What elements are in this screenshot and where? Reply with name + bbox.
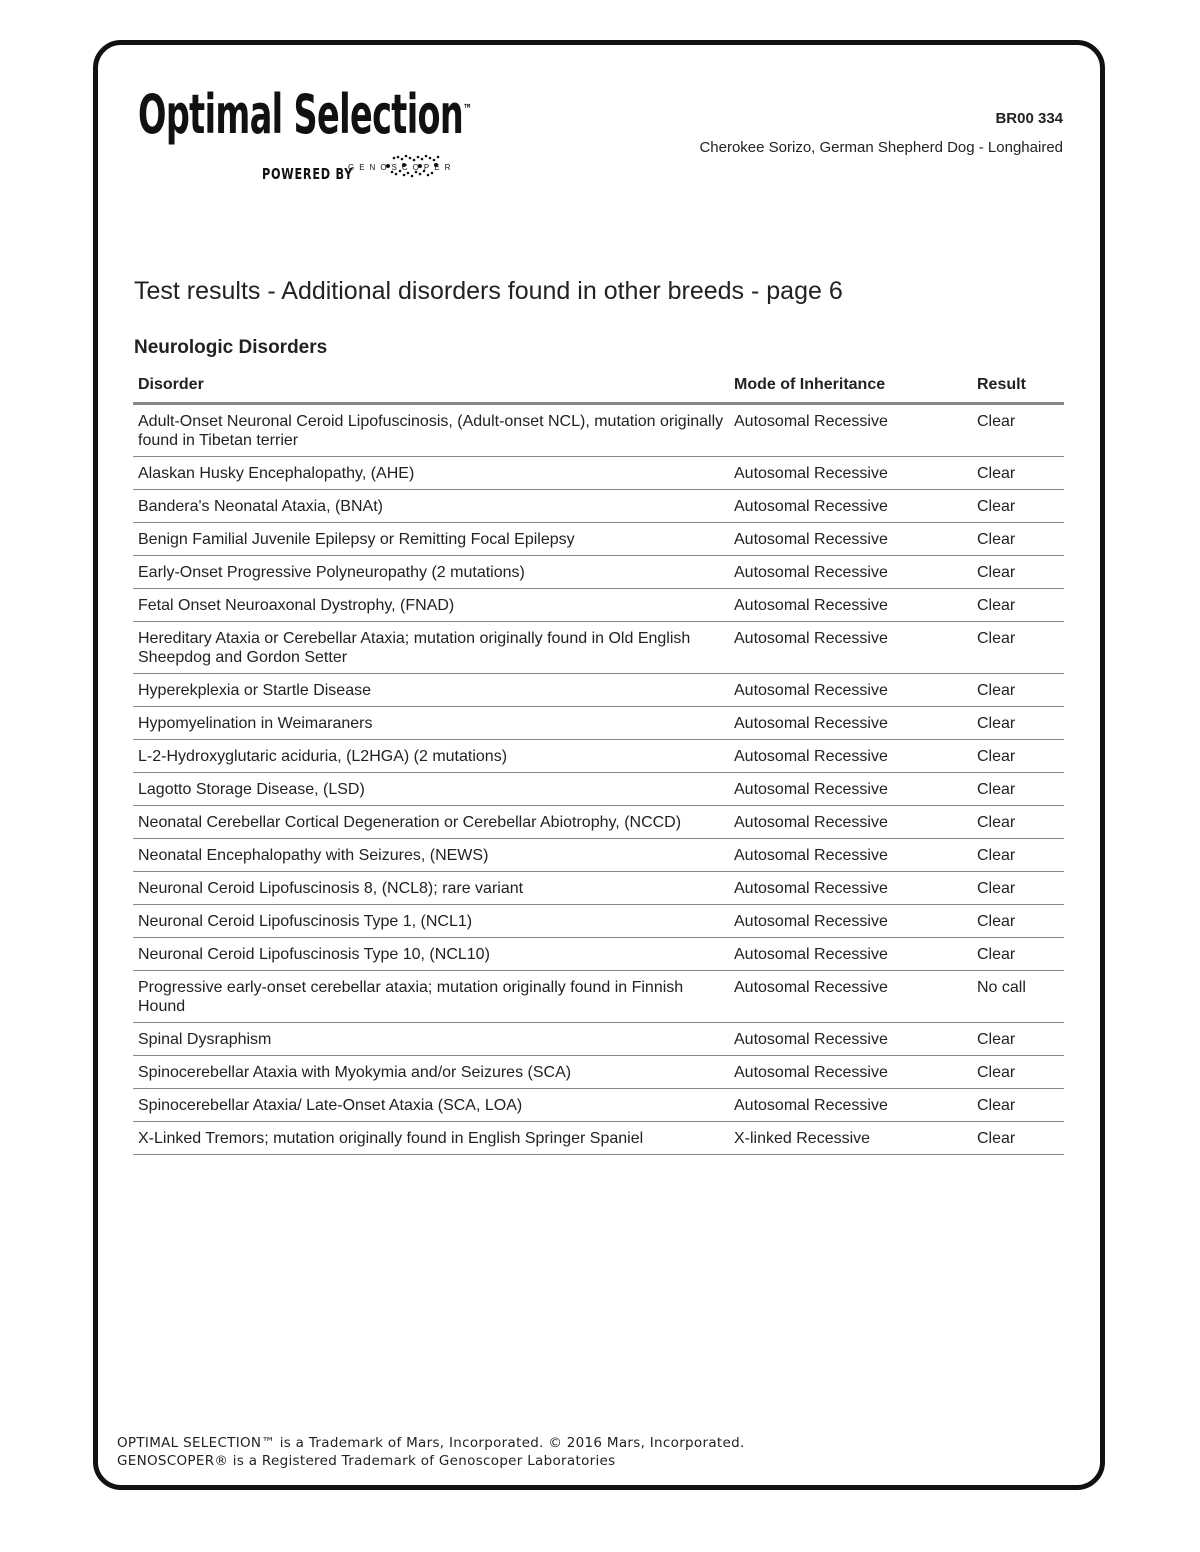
mode-cell: Autosomal Recessive	[729, 589, 972, 622]
disorder-cell: Neuronal Ceroid Lipofuscinosis Type 10, (NCL10)	[133, 938, 729, 971]
disorder-cell: Progressive early-onset cerebellar ataxia; mutation originally found in Finnish Hound	[133, 971, 729, 1023]
disorder-cell: Neonatal Encephalopathy with Seizures, (NEWS)	[133, 839, 729, 872]
mode-cell: Autosomal Recessive	[729, 872, 972, 905]
mode-cell: Autosomal Recessive	[729, 622, 972, 674]
table-row	[133, 740, 1064, 773]
results-table-body	[133, 404, 1064, 1155]
table-row	[133, 523, 1064, 556]
footer	[117, 1434, 745, 1470]
mode-cell: Autosomal Recessive	[729, 490, 972, 523]
result-cell: Clear	[972, 938, 1064, 971]
disorder-cell: Spinal Dysraphism	[133, 1023, 729, 1056]
disorder-cell: Spinocerebellar Ataxia with Myokymia and/or Seizures (SCA)	[133, 1056, 729, 1089]
result-cell: Clear	[972, 905, 1064, 938]
disorder-cell: Adult-Onset Neuronal Ceroid Lipofuscinosis, (Adult-onset NCL), mutation originally found in Tibetan terrier	[133, 404, 729, 457]
mode-cell: Autosomal Recessive	[729, 404, 972, 457]
optimal-selection-logo	[138, 83, 498, 188]
genoscoper-wordmark: GENOSCOPER	[348, 163, 456, 172]
table-row	[133, 905, 1064, 938]
result-cell: Clear	[972, 556, 1064, 589]
table-row	[133, 674, 1064, 707]
table-row	[133, 457, 1064, 490]
table-row	[133, 1089, 1064, 1122]
result-cell: Clear	[972, 674, 1064, 707]
table-row	[133, 971, 1064, 1023]
result-cell: Clear	[972, 1122, 1064, 1155]
result-cell: Clear	[972, 457, 1064, 490]
table-header-row	[133, 374, 1064, 404]
disorder-cell: Hyperekplexia or Startle Disease	[133, 674, 729, 707]
disorder-cell: Lagotto Storage Disease, (LSD)	[133, 773, 729, 806]
table-row	[133, 404, 1064, 457]
disorder-cell: Neuronal Ceroid Lipofuscinosis 8, (NCL8); rare variant	[133, 872, 729, 905]
table-row	[133, 938, 1064, 971]
table-row	[133, 773, 1064, 806]
result-cell: Clear	[972, 1023, 1064, 1056]
dog-name: Cherokee Sorizo, German Shepherd Dog - Longhaired	[699, 139, 1063, 156]
result-cell: Clear	[972, 1089, 1064, 1122]
table-row	[133, 490, 1064, 523]
result-cell: Clear	[972, 872, 1064, 905]
disorder-cell: Hypomyelination in Weimaraners	[133, 707, 729, 740]
section-title: Neurologic Disorders	[134, 337, 328, 358]
mode-cell: Autosomal Recessive	[729, 556, 972, 589]
mode-cell: Autosomal Recessive	[729, 674, 972, 707]
mode-cell: Autosomal Recessive	[729, 457, 972, 490]
result-cell: Clear	[972, 806, 1064, 839]
result-cell: Clear	[972, 707, 1064, 740]
mode-cell: Autosomal Recessive	[729, 1023, 972, 1056]
mode-cell: Autosomal Recessive	[729, 938, 972, 971]
footer-trademark-line: OPTIMAL SELECTION™ is a Trademark of Mars, Incorporated. © 2016 Mars, Incorporated.	[117, 1435, 745, 1451]
table-row	[133, 707, 1064, 740]
page-title: Test results - Additional disorders found in other breeds - page 6	[134, 277, 843, 305]
result-cell: Clear	[972, 622, 1064, 674]
mode-cell: Autosomal Recessive	[729, 806, 972, 839]
table-row	[133, 872, 1064, 905]
disorder-cell: Bandera's Neonatal Ataxia, (BNAt)	[133, 490, 729, 523]
mode-cell: Autosomal Recessive	[729, 707, 972, 740]
disorder-cell: Early-Onset Progressive Polyneuropathy (2 mutations)	[133, 556, 729, 589]
mode-cell: Autosomal Recessive	[729, 905, 972, 938]
disorder-cell: L-2-Hydroxyglutaric aciduria, (L2HGA) (2 mutations)	[133, 740, 729, 773]
result-cell: Clear	[972, 404, 1064, 457]
result-cell: No call	[972, 971, 1064, 1023]
column-header-result: Result	[972, 374, 1064, 404]
result-cell: Clear	[972, 589, 1064, 622]
mode-cell: Autosomal Recessive	[729, 839, 972, 872]
mode-cell: X-linked Recessive	[729, 1122, 972, 1155]
disorder-cell: Alaskan Husky Encephalopathy, (AHE)	[133, 457, 729, 490]
disorder-cell: Benign Familial Juvenile Epilepsy or Remitting Focal Epilepsy	[133, 523, 729, 556]
disorder-cell: Spinocerebellar Ataxia/ Late-Onset Ataxia (SCA, LOA)	[133, 1089, 729, 1122]
column-header-mode: Mode of Inheritance	[729, 374, 972, 404]
column-header-disorder: Disorder	[133, 374, 729, 404]
logo-powered-by: POWERED BY	[262, 165, 354, 183]
table-row	[133, 622, 1064, 674]
table-row	[133, 1056, 1064, 1089]
result-cell: Clear	[972, 1056, 1064, 1089]
result-cell: Clear	[972, 490, 1064, 523]
mode-cell: Autosomal Recessive	[729, 1089, 972, 1122]
mode-cell: Autosomal Recessive	[729, 523, 972, 556]
table-row	[133, 1122, 1064, 1155]
result-cell: Clear	[972, 839, 1064, 872]
dog-info	[699, 110, 1063, 156]
genoscoper-logo	[348, 154, 466, 184]
table-row	[133, 806, 1064, 839]
table-row	[133, 589, 1064, 622]
mode-cell: Autosomal Recessive	[729, 773, 972, 806]
mode-cell: Autosomal Recessive	[729, 1056, 972, 1089]
disorder-cell: Neuronal Ceroid Lipofuscinosis Type 1, (NCL1)	[133, 905, 729, 938]
disorder-cell: Fetal Onset Neuroaxonal Dystrophy, (FNAD)	[133, 589, 729, 622]
dog-id: BR00 334	[995, 110, 1063, 127]
results-table	[133, 374, 1064, 1155]
result-cell: Clear	[972, 773, 1064, 806]
disorder-cell: Neonatal Cerebellar Cortical Degeneration or Cerebellar Abiotrophy, (NCCD)	[133, 806, 729, 839]
result-cell: Clear	[972, 740, 1064, 773]
footer-registered-line: GENOSCOPER® is a Registered Trademark of Genoscoper Laboratories	[117, 1453, 616, 1469]
mode-cell: Autosomal Recessive	[729, 740, 972, 773]
table-row	[133, 1023, 1064, 1056]
table-row	[133, 839, 1064, 872]
disorder-cell: X-Linked Tremors; mutation originally found in English Springer Spaniel	[133, 1122, 729, 1155]
result-cell: Clear	[972, 523, 1064, 556]
disorder-cell: Hereditary Ataxia or Cerebellar Ataxia; mutation originally found in Old English Sheepdog and Gordon Setter	[133, 622, 729, 674]
logo-title: Optimal Selection™	[138, 83, 472, 146]
table-row	[133, 556, 1064, 589]
mode-cell: Autosomal Recessive	[729, 971, 972, 1023]
